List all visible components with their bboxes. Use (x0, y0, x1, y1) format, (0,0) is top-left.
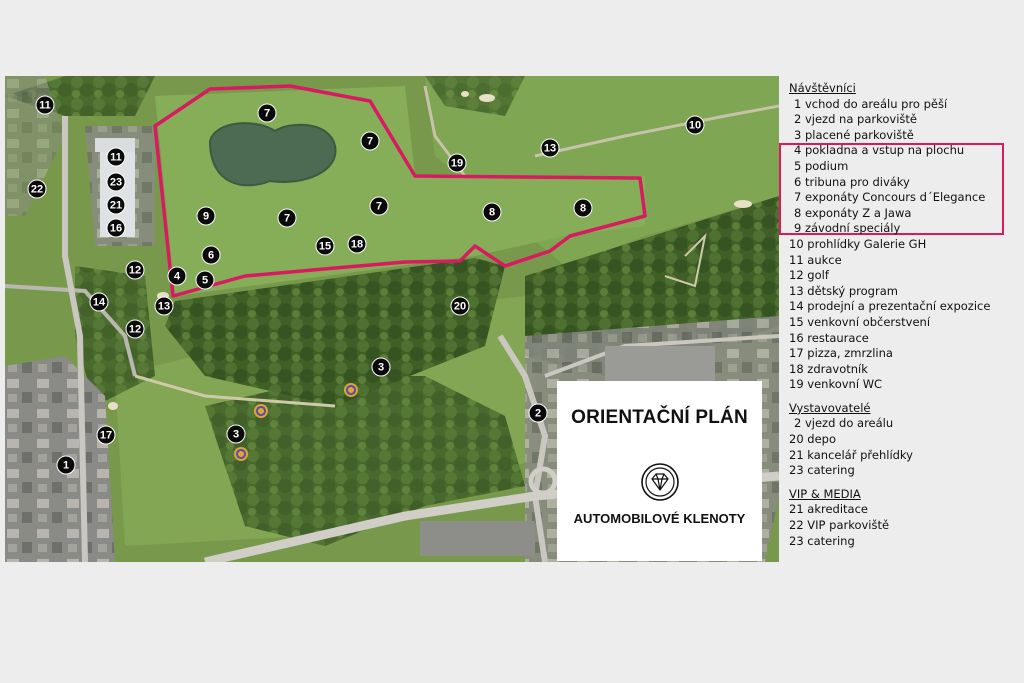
map-marker-7[interactable]: 7 (258, 104, 277, 123)
legend-item: 21 akreditace (789, 502, 868, 517)
legend-item: 6 tribuna pro diváky (794, 174, 910, 189)
map-marker-7[interactable]: 7 (361, 132, 380, 151)
map-marker-8[interactable]: 8 (574, 199, 593, 218)
legend-item: 13 dětský program (789, 283, 898, 298)
map-marker-9[interactable]: 9 (197, 207, 216, 226)
map-marker-14[interactable]: 14 (90, 293, 109, 312)
map-marker-19[interactable]: 19 (448, 154, 467, 173)
diamond-icon (640, 462, 680, 502)
legend-item: 22 VIP parkoviště (789, 518, 890, 533)
map-marker-12[interactable]: 12 (126, 320, 145, 339)
map-marker-5[interactable]: 5 (196, 271, 215, 290)
map-marker-1[interactable]: 1 (57, 456, 76, 475)
map-marker-7[interactable]: 7 (370, 197, 389, 216)
legend-item: 10 prohlídky Galerie GH (789, 236, 927, 251)
map-marker-11[interactable]: 11 (107, 148, 126, 167)
map-marker-13[interactable]: 13 (541, 139, 560, 158)
map-marker-12[interactable]: 12 (126, 261, 145, 280)
legend-item: 18 zdravotník (789, 361, 868, 376)
legend-item: 8 exponáty Z a Jawa (794, 205, 912, 220)
map-marker-17[interactable]: 17 (97, 426, 116, 445)
legend-item: 11 aukce (789, 252, 842, 267)
map-marker-21[interactable]: 21 (107, 196, 126, 215)
map-marker-15[interactable]: 15 (316, 237, 335, 256)
legend-item: 23 catering (789, 533, 855, 548)
map-marker-18[interactable]: 18 (348, 235, 367, 254)
legend-item: 4 pokladna a vstup na plochu (794, 143, 965, 158)
legend-heading-visitors: Návštěvníci (789, 81, 856, 95)
legend-item: 19 venkovní WC (789, 377, 883, 392)
legend-item: 12 golf (789, 268, 829, 283)
legend-item: 14 prodejní a prezentační expozice (789, 299, 991, 314)
map-marker-13[interactable]: 13 (155, 297, 174, 316)
legend-item: 3 placené parkoviště (794, 127, 914, 142)
legend-visitors-list (789, 97, 1019, 393)
parking-target-icon (254, 404, 268, 418)
parking-target-icon (234, 447, 248, 461)
map-marker-3[interactable]: 3 (372, 358, 391, 377)
legend-item: 2 vjezd na parkoviště (794, 112, 917, 127)
map-marker-11[interactable]: 11 (36, 96, 55, 115)
legend-item: 9 závodní speciály (794, 221, 901, 236)
brand-name: AUTOMOBILOVÉ KLENOTY (573, 511, 746, 526)
map-marker-22[interactable]: 22 (28, 180, 47, 199)
legend-item: 1 vchod do areálu pro pěší (794, 96, 948, 111)
map-title: ORIENTAČNÍ PLÁN (571, 407, 748, 428)
map-marker-7[interactable]: 7 (278, 209, 297, 228)
legend-vip-list (789, 502, 1019, 549)
map-marker-8[interactable]: 8 (483, 203, 502, 222)
map-marker-3[interactable]: 3 (227, 425, 246, 444)
legend-item: 20 depo (789, 432, 836, 447)
title-card (557, 381, 762, 561)
map-marker-23[interactable]: 23 (107, 173, 126, 192)
map-marker-2[interactable]: 2 (529, 404, 548, 423)
legend-item: 17 pizza, zmrzlina (789, 346, 893, 361)
legend-item: 23 catering (789, 463, 855, 478)
legend-heading-vip: VIP & MEDIA (789, 486, 861, 501)
legend-exhibitors-list (789, 416, 1019, 478)
legend-item: 5 podium (794, 158, 849, 173)
legend-item: 15 venkovní občerstvení (789, 314, 931, 329)
map-marker-16[interactable]: 16 (107, 219, 126, 238)
legend-item: 21 kancelář přehlídky (789, 447, 913, 462)
legend-heading-exhibitors: Vystavovatelé (789, 400, 871, 415)
map-marker-20[interactable]: 20 (451, 297, 470, 316)
legend-item: 2 vjezd do areálu (794, 416, 894, 431)
map-legend (789, 81, 1019, 549)
parking-target-icon (344, 383, 358, 397)
legend-item: 16 restaurace (789, 330, 869, 345)
map-marker-4[interactable]: 4 (168, 267, 187, 286)
map-marker-10[interactable]: 10 (686, 116, 705, 135)
map-marker-6[interactable]: 6 (202, 246, 221, 265)
legend-item: 7 exponáty Concours d´Elegance (794, 190, 986, 205)
